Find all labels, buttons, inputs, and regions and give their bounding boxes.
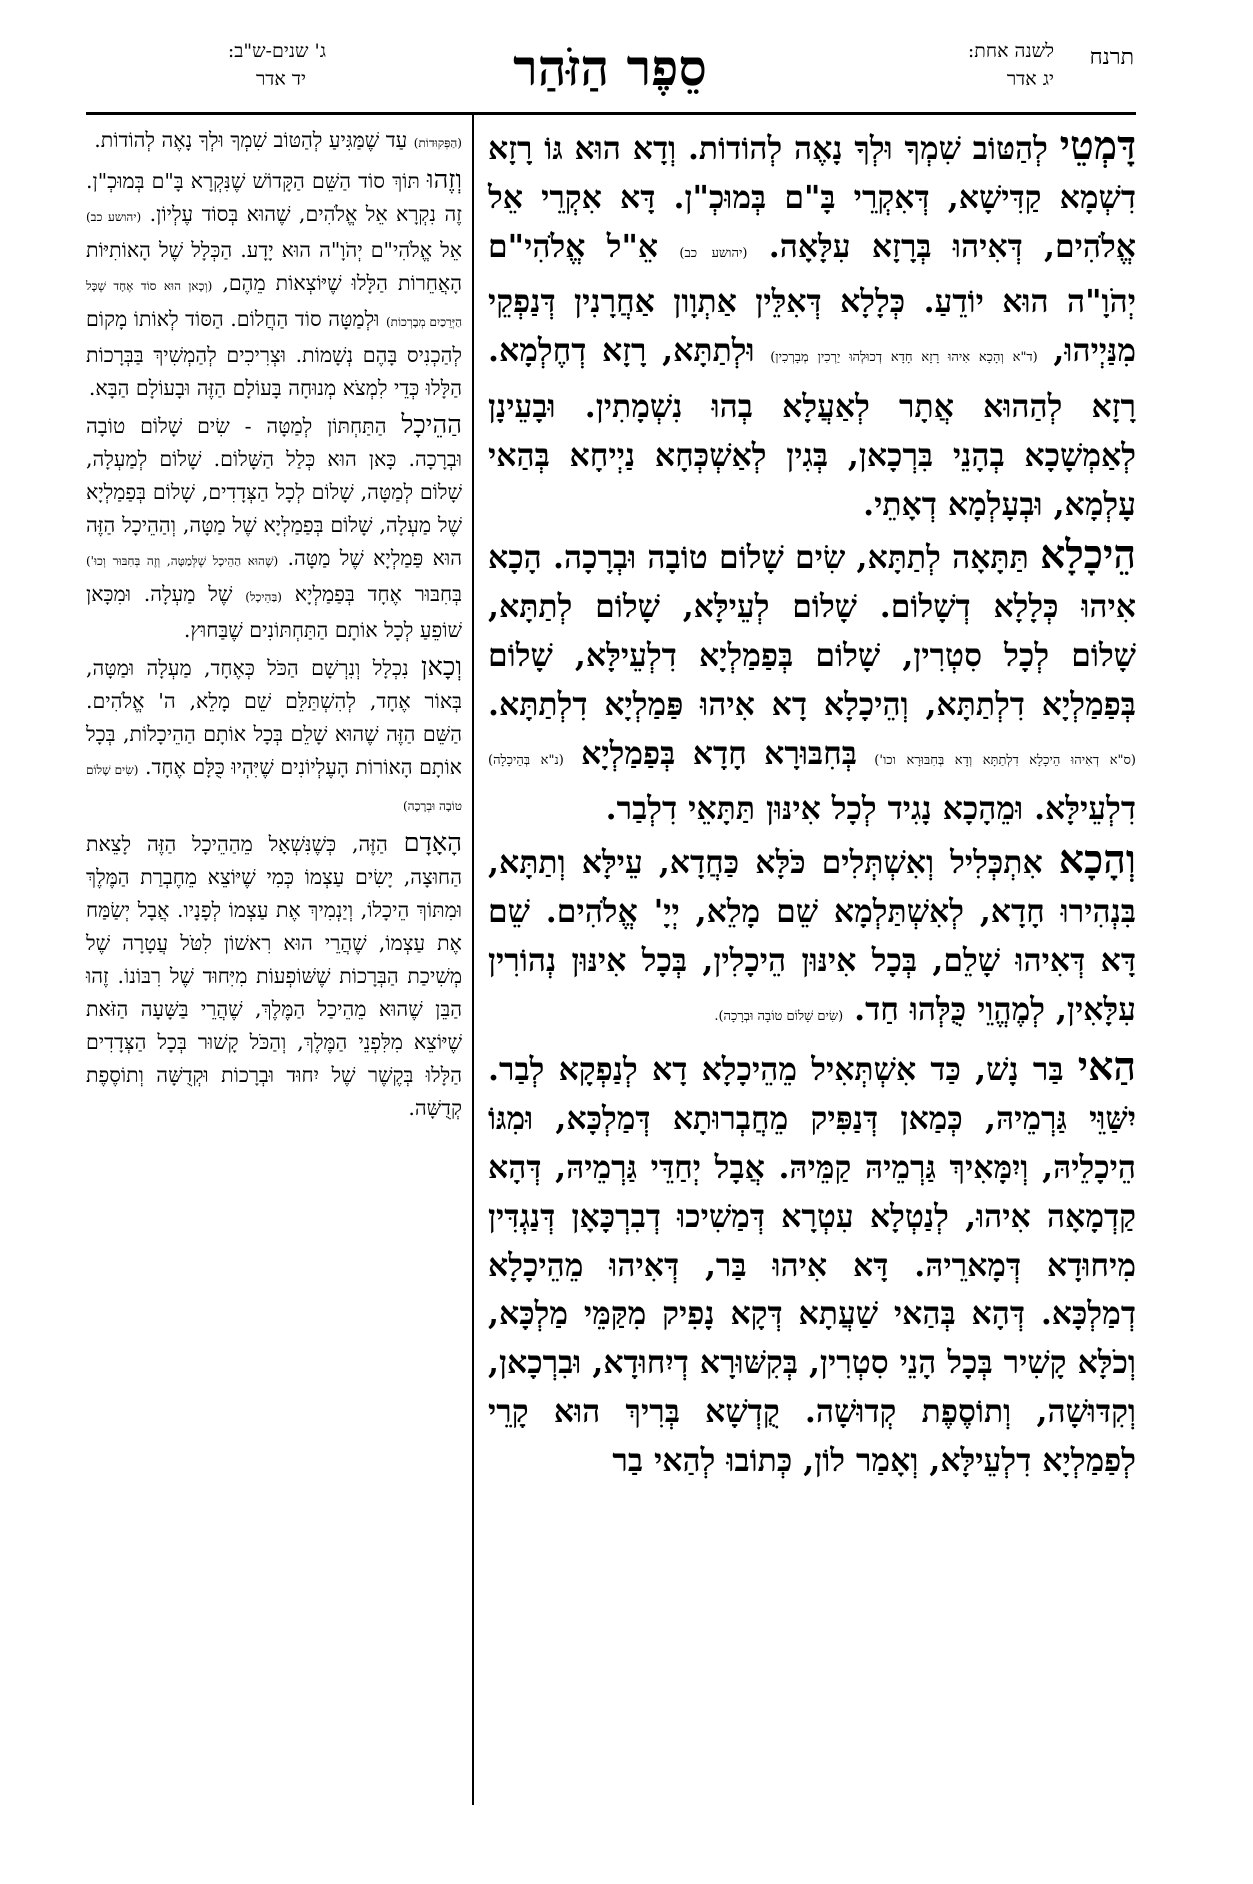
main-p1-variant-note: (ד"א וְהָכָא אִיהוּ רָזָא חָדָא דְכוּלְהוּ יַרְכִין מְבָרְכִין) xyxy=(770,350,1038,366)
side-p3-text-3: שֶׁל מַעְלָה. וּמִכָּאן שׁוֹפֵעַ לְכָל אוֹתָם הַתַּחְתּוֹנִים שֶׁבַּחוּץ. xyxy=(86,582,462,642)
page-number: תרנח xyxy=(1089,45,1134,70)
side-p2-text-2: אֵל אֱלֹהִי"ם יְהֹוָ"ה הוּא יָדָע. הַכְּלָל שֶׁל הָאוֹתִיּוֹת הָאֲחֵרוֹת הַלָּלוּ שֶׁיּוֹצְאוֹת מֵהֶם, xyxy=(86,238,462,295)
side-p2-citation: (יהושע כב) xyxy=(86,210,142,224)
side-paragraph-2 xyxy=(86,164,462,405)
main-paragraph-1 xyxy=(488,122,1136,529)
side-p3-text-1: הַתַּחְתּוֹן לְמַטָּה - שִׂים שָׁלוֹם טוֹבָה וּבְרָכָה. כָּאן הוּא כְּלַל הַשָּׁלוֹם. שָׁלוֹם לְמַעְלָה, שָׁלוֹם לְמַטָּה, שָׁלוֹם לְכָל הַצְּדָדִים, שָׁלוֹם בְּפַמַלְיָא שֶׁל מַעְלָה, שָׁלוֹם בְּפַמַלְיָא שֶׁל מַטָּה, וְהַהֵיכָל הַזֶּה הוּא פַּמַלְיָא שֶׁל מַטָּה. xyxy=(86,414,462,570)
book-title: סֵפֶר הַזֹּהַר xyxy=(513,38,707,97)
main-p1-lead: דָּמְטֵי xyxy=(1059,123,1136,169)
side-paragraph-1 xyxy=(86,124,462,160)
side-p2-text-1: תּוֹךְ סוֹד הַשֵּׁם הַקָּדוֹשׁ שֶׁנִּקְרָא בָּ"ם בְּמוּכְ"ן. זֶה נִקְרָא אֵל אֱלֹהִים, שֶׁהוּא בְּסוֹד עֶלְיוֹן. xyxy=(86,169,462,226)
header-rule xyxy=(86,112,1136,115)
main-p1-text-2: אֵ"ל אֱלֹהִי"ם יְהֹוָ"ה הוּא יוֹדֵעַ. כְּלָלָא דְּאִלֵּין אַתְוָון אַחֲרָנִין דְּנַפְקֵי מִנַּיְיהוּ, xyxy=(488,227,1137,370)
main-p2-text-1: תַּתָּאָה לְתַתָּא, שִׂים שָׁלוֹם טוֹבָה וּבְרָכָה. הָכָא אִיהוּ כְּלָלָא דְשָׁלוֹם. שָׁלוֹם לְעֵילָּא, שָׁלוֹם לְתַתָּא, שָׁלוֹם לְכָל סִטְרִין, שָׁלוֹם בְּפַמַלְיָא דִלְעֵילָּא, שָׁלוֹם בְּפַמַלְיָא דִלְתַתָּא, וְהֵיכָלָא דָא אִיהוּ פַּמַלְיָא דִלְתַתָּא. xyxy=(488,539,1136,723)
main-p1-text-3: וּלְתַתָּא, רָזָא דְחֶלְמָא. רָזָא לְהַהוּא אֲתָר לְאַעֲלָא בְהוּ נִשְׁמָתִין. וּבָעֵינָן לְאַמְשָׁכָא בְהָנֵי בִּרְכָאן, בְּגִין לְאַשְׁכְּחָא נַיְיחָא בְּהַאי עָלְמָא, וּבְעָלְמָא דְאָתֵי. xyxy=(488,332,1136,523)
side-p2-variant-note: (וְכָאן הוּא סוֹד אֶחָד שֶׁכָּל הַיְּרֵכַיִם מְבָרְכוֹת) xyxy=(86,279,462,329)
side-p1-text-1: עַד שֶׁמַּגִּיעַ לְהַטּוֹב שִׁמְךָ וּלְךָ נָאֶה לְהוֹדוֹת. xyxy=(94,128,414,152)
side-p4-text-1: נִכְלָל וְנִרְשָׁם הַכֹּל כְּאֶחָד, מַעְלָה וּמַטָּה, בְּאוֹר אֶחָד, לְהִשְׁתַּלֵּם שֵׁם מָלֵא, ה' אֱלֹהִים. הַשֵּׁם הַזֶּה שֶׁהוּא שָׁלֵם בְּכָל אוֹתָם הַהֵיכָלוֹת, בְּכָל אוֹתָם הָאוֹרוֹת הָעֶלְיוֹנִים שֶׁיִּהְיוּ כֻּלָּם אֶחָד. xyxy=(86,656,462,779)
side-p4-note: (שִׂים שָׁלוֹם טוֹבָה וּבְרָכָה) xyxy=(86,763,462,813)
reading-date-one-year: יג אדר xyxy=(1006,68,1054,90)
aramaic-main-column xyxy=(488,122,1136,1488)
side-p3-variant-note-2: (בַּהֵיכָל) xyxy=(245,590,282,604)
side-p5-lead: הָאָדָם xyxy=(403,828,462,858)
main-p4-text-1: בַּר נָשׁ, כַּד אִשְׁתְּאִיל מֵהֵיכָלָא דָא לְנַפְקָא לְבַר. יִשַּׁוֵּי גַּרְמֵיהּ, כְּמַאן דְּנַפִּיק מֵחֲבְרוּתָא דְּמַלְכָּא, וּמִגּוֹ הֵיכָלֵיהּ, וְיִמָּאִיךְ גַּרְמֵיהּ קַמֵּיהּ. אֲבָל יְחַדֵּי גַּרְמֵיהּ, דְּהָא קַדְמָאָה אִיהוּ, לְנַטְלָא עִטְרָא דְּמַשִׁיכוּ דְבִרְכָּאָן דְּנַגְדִּין מִיחוּדָא דְּמָארֵיהּ. דָּא אִיהוּ בַּר, דְּאִיהוּ מֵהֵיכָלָא דְמַלְכָּא. דְּהָא בְּהַאי שַׁעֲתָא דְּקָא נָפִיק מִקַּמֵּי מַלְכָּא, וְכֹלָּא קָשִׁיר בְּכָל הָנֵי סִטְרִין, בְּקִשּׁוּרָא דְיִחוּדָא, וּבִרְכָאן, וְקִדּוּשָׁה, וְתוֹסֶפֶת קְדוּשָׁה. קֻדְשָׁא בְּרִיךְ הוּא קָרֵי לְפַמַלְיָא דִלְעֵילָּא, וְאָמַר לוֹן, כְּתוֹבוּ לְהַאי בַר xyxy=(488,1051,1136,1479)
side-paragraph-3 xyxy=(86,409,462,647)
side-p5-text-1: הַזֶּה, כְּשֶׁנִּשְׁאָל מֵהַהֵיכָל הַזֶּה לָצֵאת הַחוּצָה, יָשִׂים עַצְמוֹ כְּמִי שֶׁיּוֹצֵא מֵחֶבְרַת הַמֶּלֶךְ וּמִתּוֹךְ הֵיכָלוֹ, וְיַנְמִיךְ אֶת עַצְמוֹ לְפָנָיו. אֲבָל יְשַׂמַּח אֶת עַצְמוֹ, שֶׁהֲרֵי הוּא רִאשׁוֹן לִטֹּל עֲטָרָה שֶׁל מְשִׁיכַת הַבְּרָכוֹת שֶׁשּׁוֹפְעוֹת מִיִּחוּד שֶׁל רִבּוֹנוֹ. זֶהוּ הַבֵּן שֶׁהוּא מֵהֵיכַל הַמֶּלֶךְ, שֶׁהֲרֵי בַּשָּׁעָה הַזֹּאת שֶׁיּוֹצֵא מִלִּפְנֵי הַמֶּלֶךְ, וְהַכֹּל קָשׁוּר בְּכָל הַצְּדָדִים הַלָּלוּ בְּקֶשֶׁר שֶׁל יִחוּד וּבְרָכוֹת וּקְדֻשָּׁה וְתוֹסֶפֶת קְדֻשָּׁה. xyxy=(86,832,462,1120)
side-p3-variant-note: (שֶׁהוּא הַהֵיכָל שֶׁלְּמַטָּה, וְזֶה בְּחִבּוּר וְכוּ') xyxy=(86,554,279,568)
side-p3-text-2: בְּחִבּוּר אֶחָד בְּפַמַלְיָא xyxy=(294,582,462,606)
side-paragraph-4 xyxy=(86,651,462,823)
page-header xyxy=(86,38,1134,108)
side-p3-lead: הַהֵיכָל xyxy=(401,410,462,440)
reading-schedule-one-year: לשנה אחת: xyxy=(967,40,1054,62)
reading-schedule-three-years: ג' שנים-ש"ב: xyxy=(227,40,326,62)
main-paragraph-2 xyxy=(488,531,1136,834)
main-p3-lead: וְהָכָא xyxy=(1058,837,1136,884)
main-paragraph-3 xyxy=(488,836,1136,1041)
side-p4-lead: וְכָאן xyxy=(421,652,462,682)
main-p1-text-1: לְהַטּוֹב שִׁמְךָ וּלְךָ נָאֶה לְהוֹדוֹת. וְדָא הוּא גּוֹ רָזָא דִשְׁמָא קַדִּישָׁא, דְּאִקְרֵי בָּ"ם בְּמוּכְ"ן. דָּא אִקְרֵי אֵל אֱלֹהִים, דְּאִיהוּ בְּרָזָא עִלָּאָה. xyxy=(488,130,1136,265)
main-p2-variant-note-2: (נ"א בְּהֵיכָלָה) xyxy=(488,752,564,768)
side-p1-note: (הַפְּקוּדוֹת) xyxy=(413,136,462,150)
main-p3-text-1: אִתְכְּלִיל וְאִשְׁתְּלִים כֹּלָּא כַּחֲדָא, עֵילָּא וְתַתָּא, בִּנְהִירוּ חָדָא, לְאִשְׁתַּלְמָא שֵׁם מָלֵא, יְיָ' אֱלֹהִים. שֵׁם דָּא דְּאִיהוּ שָׁלֵם, בְּכָל אִינּוּן הֵיכָלִין, בְּכָל אִינּוּן נְהוֹרִין עִלָּאִין, לְמֶהֱוֵי כֻּלְּהוּ חַד. xyxy=(488,844,1136,1028)
side-paragraph-5 xyxy=(86,827,462,1125)
side-p2-lead: וְזֶהוּ xyxy=(427,165,462,195)
side-p2-text-3: וּלְמַטָּה סוֹד הַחֲלוֹם. הַסּוֹד לְאוֹתוֹ מָקוֹם לְהַכְנִיס בָּהֶם נְשָׁמוֹת. וּצְרִיכִים לְהַמְשִׁיךְ בַּבְּרָכוֹת הַלָּלוּ כְּדֵי לִמְצֹא מְנוּחָה בָּעוֹלָם הַזֶּה וּבָעוֹלָם הַבָּא. xyxy=(86,307,462,400)
main-p2-lead: הֵיכָלָא xyxy=(1040,532,1136,579)
main-p1-citation: (יהושע כב) xyxy=(679,245,748,261)
column-divider xyxy=(472,115,474,1805)
main-paragraph-4 xyxy=(488,1043,1136,1485)
hebrew-translation-column xyxy=(86,124,462,1129)
main-p2-variant-note: (ס"א דְאִיהוּ הֵיכָלָא דִלְתַתָּא וְדָא בְּחִבּוּרָא וכו') xyxy=(874,752,1136,768)
main-p4-lead: הַאי xyxy=(1077,1044,1136,1091)
main-p2-text-2: בְּחִבּוּרָא חָדָא בְּפַמַלְיָא xyxy=(581,734,875,772)
main-p2-text-3: דִלְעֵילָּא. וּמֵהָכָא נָגִיד לְכָל אִינּוּן תַּתָּאֵי דִלְבַר. xyxy=(605,790,1136,828)
reading-date-three-years: יד אדר xyxy=(255,68,306,90)
main-p3-note: (שִׂים שָׁלוֹם טוֹבָה וּבְרָכָה). xyxy=(714,1008,844,1024)
header-left xyxy=(86,38,326,98)
